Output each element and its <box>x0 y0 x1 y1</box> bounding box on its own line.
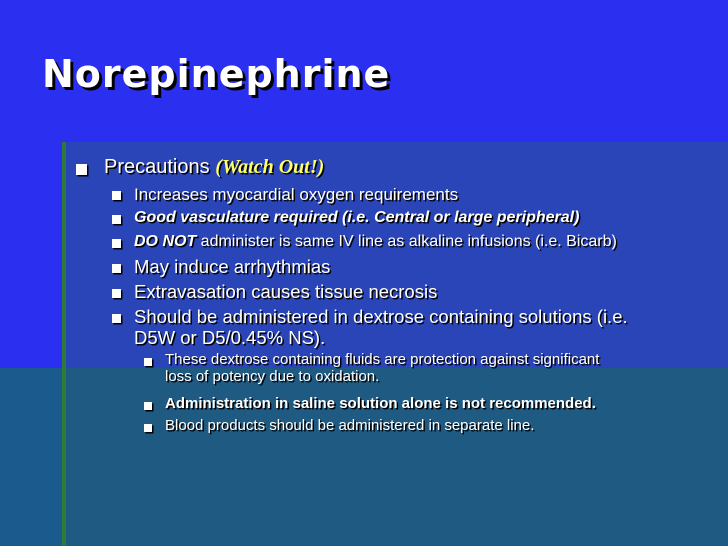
heading-label: Precautions <box>104 156 210 178</box>
bullet-square-icon <box>76 164 87 175</box>
list-item: Administration in saline solution alone is not recommended. <box>165 395 596 412</box>
list-item-line: loss of potency due to oxidation. <box>165 367 380 385</box>
list-item-text: administer is same IV line as alkaline infusions (i.e. Bicarb) <box>196 233 617 250</box>
bullet-square-icon <box>112 191 121 200</box>
list-item: May induce arrhythmias <box>134 256 331 277</box>
list-item: Blood products should be administered in separate line. <box>165 417 535 434</box>
list-item <box>134 233 617 251</box>
list-item: Extravasation causes tissue necrosis <box>134 281 438 302</box>
bullet-square-icon <box>112 239 121 248</box>
heading-emphasis: (Watch Out!) <box>215 156 325 178</box>
list-item-lead: DO NOT <box>134 233 197 250</box>
list-item-line: D5W or D5/0.45% NS). <box>134 326 326 348</box>
bullet-square-icon <box>112 314 121 323</box>
list-item-line: These dextrose containing fluids are protection against significant <box>165 351 600 368</box>
list-item-line: Should be administered in dextrose containing solutions (i.e. <box>134 306 628 327</box>
list-item <box>165 352 710 386</box>
bullet-square-icon <box>112 215 121 224</box>
heading-precautions <box>104 156 324 178</box>
slide-title: Norepinephrine <box>42 52 391 96</box>
bullet-square-icon <box>112 289 121 298</box>
list-item <box>134 307 628 348</box>
bullet-square-icon <box>144 358 152 366</box>
bullet-square-icon <box>144 402 152 410</box>
list-item: Increases myocardial oxygen requirements <box>134 185 459 204</box>
list-item: Good vasculature required (i.e. Central or large peripheral) <box>134 209 580 226</box>
bullet-square-icon <box>112 264 121 273</box>
bullet-square-icon <box>144 424 152 432</box>
